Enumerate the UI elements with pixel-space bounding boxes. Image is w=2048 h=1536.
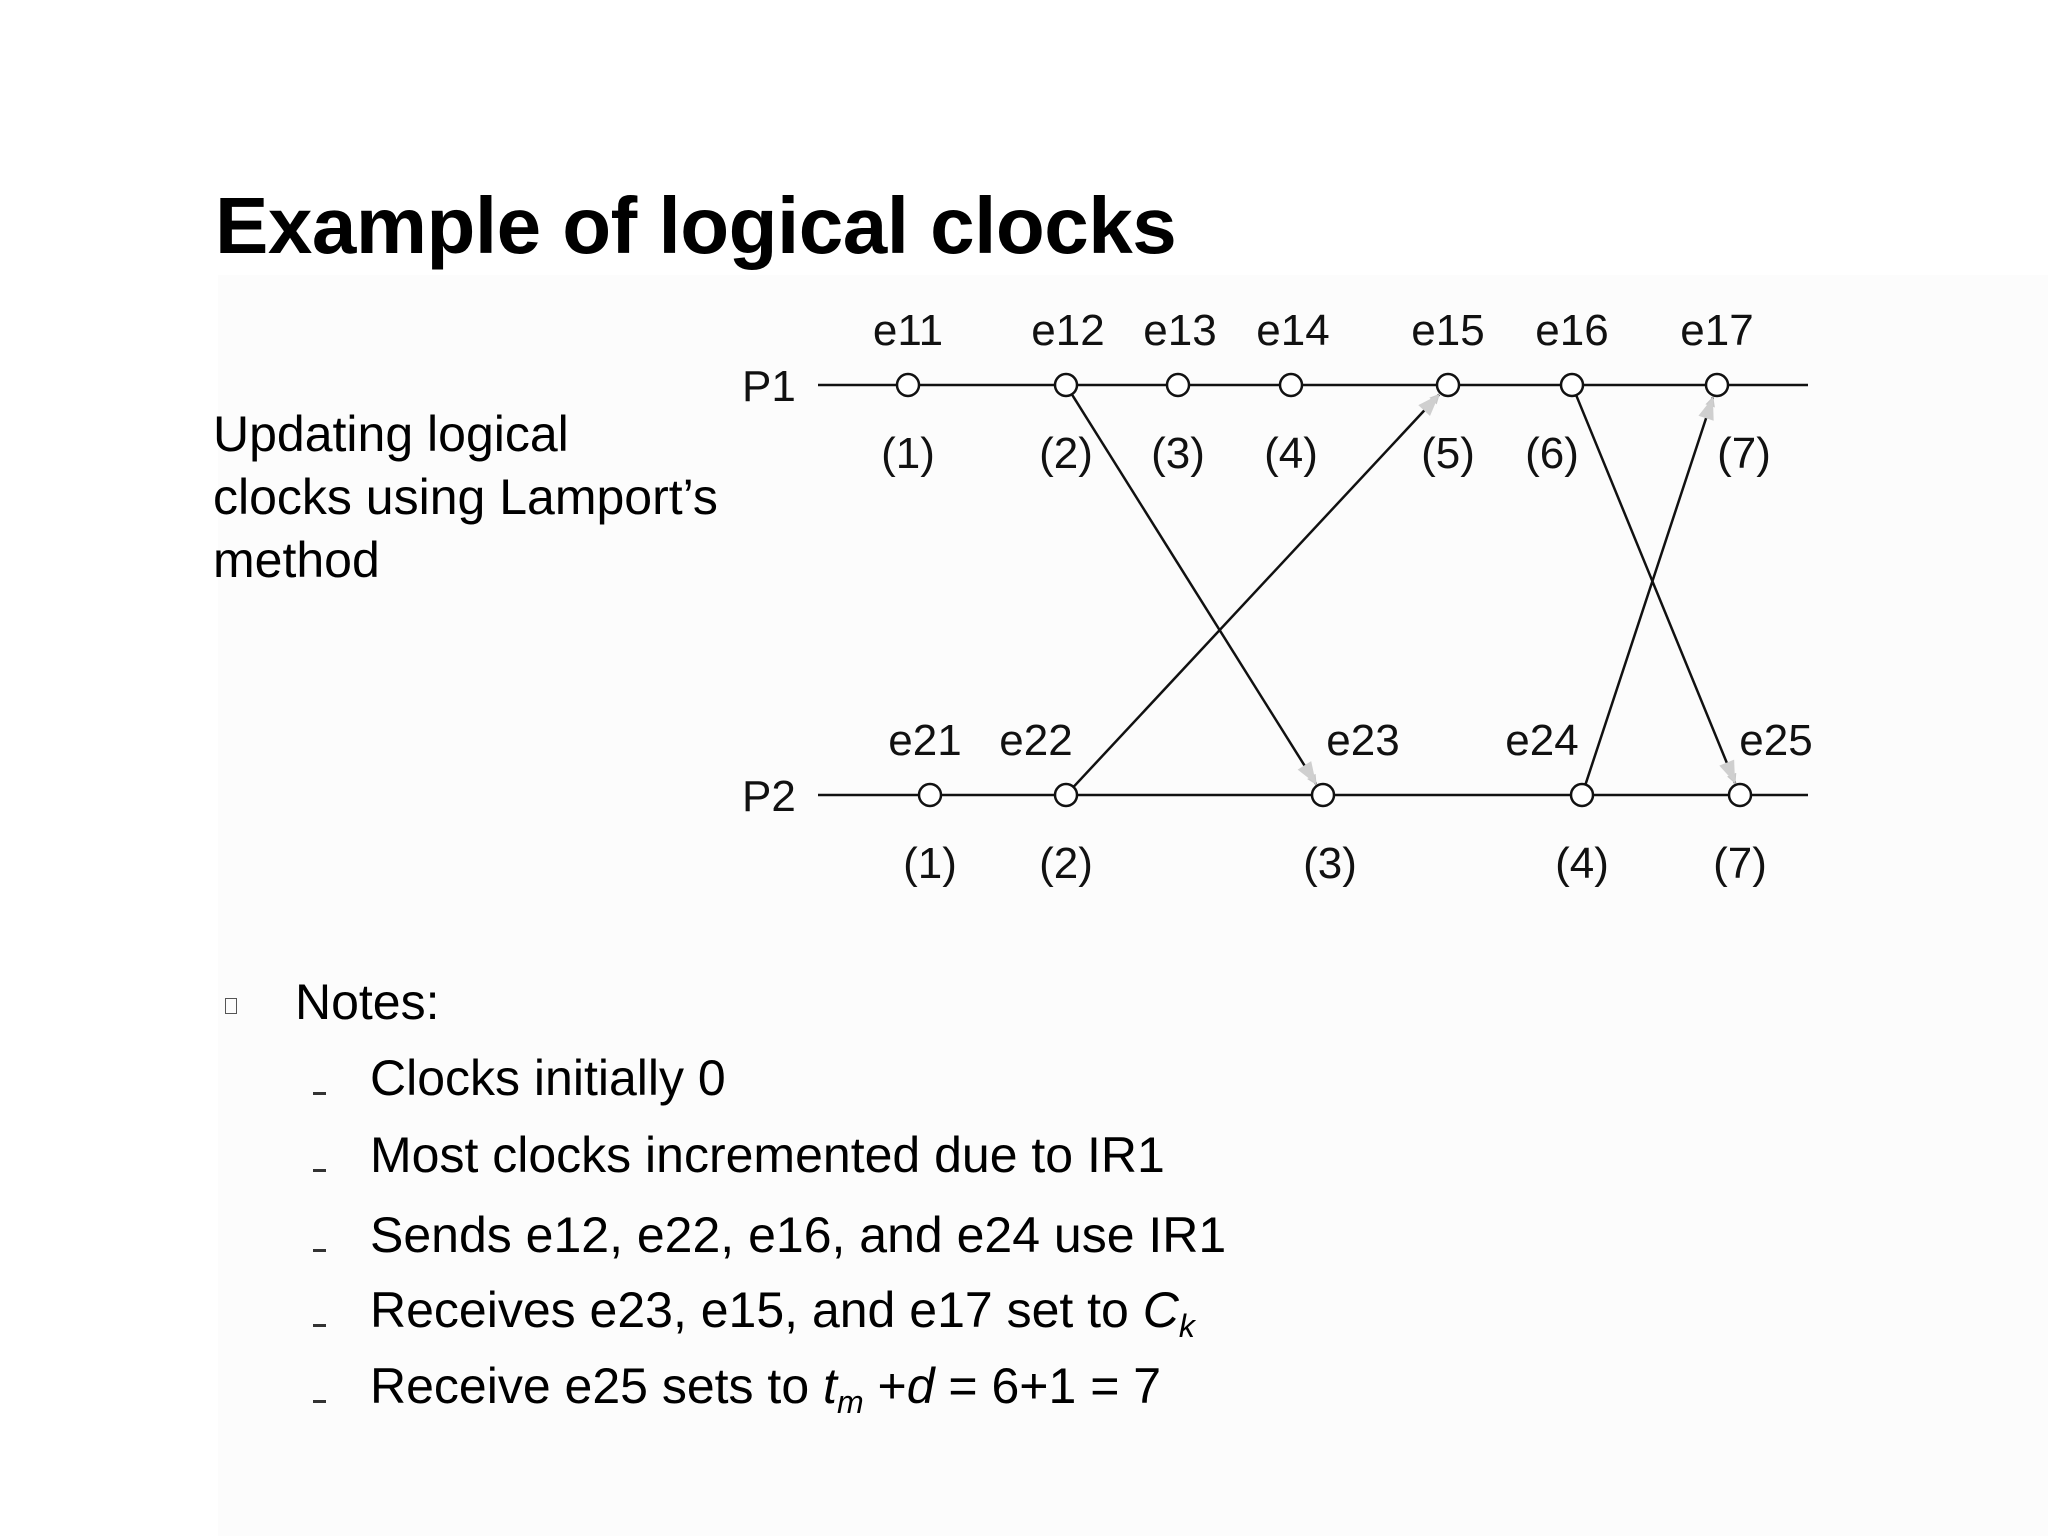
caption-line: method (213, 532, 380, 588)
event-clock-label: (7) (1713, 839, 1767, 888)
event-clock-label: (7) (1717, 429, 1771, 478)
caption-line: clocks using Lamport’s (213, 469, 718, 525)
process-label: P2 (742, 772, 796, 821)
event-clock-label: (3) (1151, 429, 1205, 478)
event-name-label: e15 (1411, 306, 1485, 355)
event-name-label: e22 (999, 716, 1073, 765)
note-variable: t (823, 1358, 837, 1414)
event-name-label: e14 (1256, 306, 1330, 355)
note-variable: d (906, 1358, 935, 1414)
event-name-label: e21 (888, 716, 962, 765)
note-text: Clocks initially 0 (370, 1050, 726, 1106)
dash-bullet-icon (313, 1400, 326, 1403)
event-name-label: e24 (1505, 716, 1579, 765)
event-clock-label: (1) (903, 839, 957, 888)
note-text (370, 1280, 1195, 1344)
event-node (1729, 784, 1751, 806)
event-name-label: e12 (1031, 306, 1105, 355)
event-clock-label: (1) (881, 429, 935, 478)
event-node (897, 374, 919, 396)
note-text: Sends e12, e22, e16, and e24 use IR1 (370, 1207, 1227, 1263)
note-text-part: = 6+1 = 7 (934, 1358, 1162, 1414)
notes-heading: Notes: (295, 974, 440, 1030)
arrowhead-icon (1719, 760, 1735, 783)
message-arrow (1585, 397, 1712, 784)
note-subscript: m (836, 1384, 864, 1420)
note-item (0, 1280, 1400, 1344)
event-clock-label: (4) (1264, 429, 1318, 478)
event-node (1571, 784, 1593, 806)
event-clock-label: (6) (1525, 429, 1579, 478)
event-name-label: e13 (1143, 306, 1217, 355)
arrowhead-icon (1698, 397, 1713, 420)
event-clock-label: (2) (1039, 839, 1093, 888)
note-variable: C (1142, 1282, 1179, 1338)
event-node (1055, 374, 1077, 396)
note-text-part: Receive e25 sets to (370, 1358, 824, 1414)
event-clock-label: (3) (1303, 839, 1357, 888)
caption-line: Updating logical (213, 406, 569, 462)
note-item (0, 1125, 1400, 1185)
event-name-label: e17 (1680, 306, 1754, 355)
note-item (0, 1205, 1400, 1265)
note-text: Most clocks incremented due to IR1 (370, 1127, 1165, 1183)
event-node (1055, 784, 1077, 806)
event-name-label: e16 (1535, 306, 1609, 355)
event-clock-label: (2) (1039, 429, 1093, 478)
note-text-part: Receives e23, e15, and e17 set to (370, 1282, 1143, 1338)
event-node (1167, 374, 1189, 396)
bullet-square-icon (225, 998, 237, 1014)
event-clock-label: (5) (1421, 429, 1475, 478)
note-subscript: k (1178, 1308, 1195, 1344)
event-node (1437, 374, 1459, 396)
slide-title: Example of logical clocks (215, 181, 1177, 270)
event-name-label: e11 (872, 306, 944, 355)
event-name-label: e25 (1739, 716, 1813, 765)
event-node (1706, 374, 1728, 396)
note-item (0, 1048, 1400, 1108)
message-arrow (1576, 395, 1735, 783)
event-node (1312, 784, 1334, 806)
event-node (919, 784, 941, 806)
note-text: Receive e25 sets to $t_m +d = 6+1 = 7$ (370, 1358, 1162, 1420)
event-name-label: e23 (1326, 716, 1400, 765)
process-label: P1 (742, 362, 796, 411)
event-clock-label: (4) (1555, 839, 1609, 888)
note-item (0, 1356, 1400, 1420)
event-node (1280, 374, 1302, 396)
dash-bullet-icon (313, 1169, 326, 1172)
dash-bullet-icon (313, 1324, 326, 1327)
event-node (1561, 374, 1583, 396)
dash-bullet-icon (313, 1249, 326, 1252)
dash-bullet-icon (313, 1092, 326, 1095)
arrowhead-icon (1298, 761, 1316, 784)
